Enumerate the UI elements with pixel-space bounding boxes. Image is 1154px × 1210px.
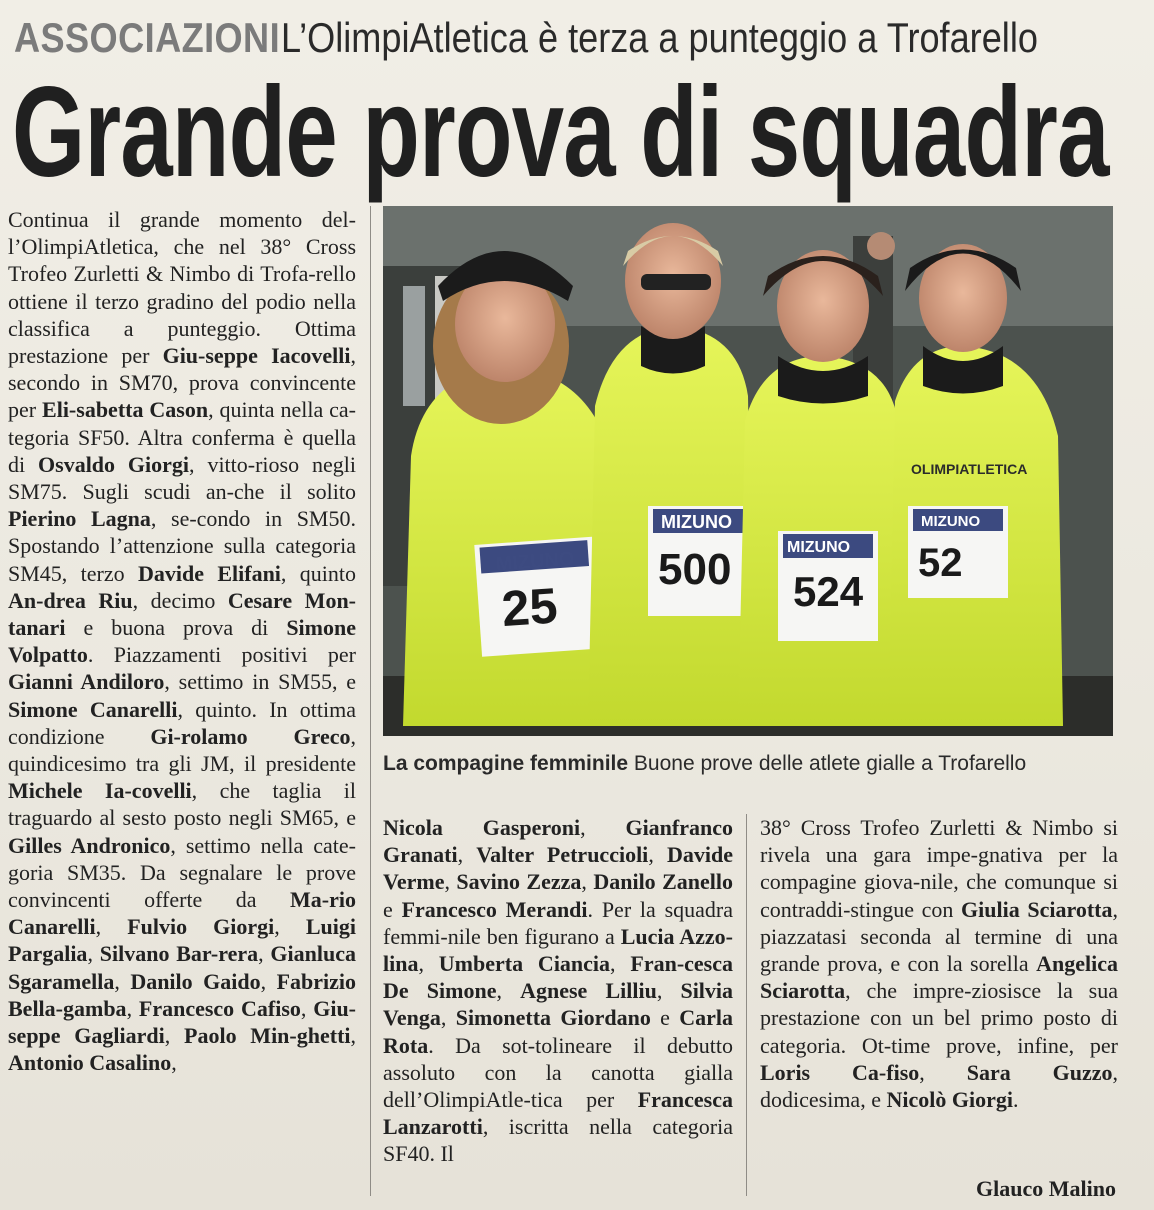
athlete-name: Davide Verme [383,842,733,895]
athlete-name: Nicola Gasperoni [383,815,581,840]
athlete-name: Ma-rio Canarelli [8,887,356,940]
body-text: , decimo [132,587,228,613]
body-text: , [580,815,626,840]
body-text: , [114,968,131,994]
body-text: , [171,1050,177,1076]
athlete-name: Pierino Lagna [8,506,151,532]
athlete-name: Cesare Mon-tanari [8,587,356,641]
body-text: , quinta nella ca-tegoria SF50. Altra conferma è quella di [8,397,356,477]
body-text: , [457,842,477,868]
body-text: , dodicesima, e [760,1059,1118,1113]
athlete-name: Sara Guzzo [966,1059,1113,1085]
body-text: , [164,1023,185,1049]
bib-4-number: 52 [918,541,963,585]
body-text: , quinto [280,560,356,586]
athlete-name: Danilo Gaido [130,968,261,994]
subheadline: L’OlimpiAtletica è terza a punteggio a Trofarello [281,14,1038,61]
athlete-name: Gi-rolamo Greco [150,723,351,749]
body-text: , [656,978,681,1004]
caption-text: Buone prove delle atlete gialle a Trofarello [628,752,1027,775]
body-text: , [126,995,139,1021]
athlete-name: Francesco Cafiso [138,995,301,1021]
bib-4-brand: MIZUNO [921,513,981,530]
body-text: . Da sot-tolineare il debutto assoluto con la canotta gialla dell’OlimpiAtle-tica per [383,1032,733,1113]
athlete-name: Paolo Min-ghetti [184,1023,351,1049]
caption-bold: La compagine femminile [383,752,629,775]
body-text: , [87,941,100,967]
athlete-name: An-drea Riu [8,587,133,613]
column-rule [746,814,747,1196]
body-text: , [919,1059,967,1085]
athlete-name: Michele Ia-covelli [8,778,192,804]
athlete-name: Nicolò Giorgi [886,1087,1013,1113]
body-text: , iscritta nella categoria SF40. Il [383,1114,733,1167]
byline: Glauco Malino [976,1176,1116,1201]
section-kicker: ASSOCIAZIONI [14,14,281,61]
body-text: , [300,995,314,1021]
bib-2-number: 500 [658,545,732,594]
body-text: , [274,914,306,940]
photo-caption [383,750,1113,778]
athlete-name: Silvia Venga [383,978,733,1031]
body-text: , che impre-ziosisce la sua prestazione con un bel primo posto di categoria. Ot-time prove, infine, per [760,978,1118,1058]
shirt-logo-text: OLIMPIATLETICA [911,461,1028,477]
body-text: , [440,1005,456,1031]
athlete-name: Gilles Andronico [8,832,171,858]
bib-1-number: 25 [499,577,560,638]
body-text: , [418,951,439,977]
body-text: , [444,869,457,895]
body-text: , piazzatasi seconda al termine di una grande prova, e con la sorella [760,896,1118,977]
athlete-name: Umberta Ciancia [438,951,611,977]
body-text: , [260,968,277,994]
body-text: , vitto-rioso negli SM75. Sugli scudi an-che il solito [8,451,356,505]
body-text: e [650,1005,680,1031]
bib-2-brand: MIZUNO [661,512,732,532]
athlete-name: Gianni Andiloro [8,669,165,695]
body-text: , settimo nella cate-goria SM35. Da segnalare le prove convincenti offerte da [8,832,356,913]
athlete-name: Fran-cesca De Simone [383,951,733,1004]
body-text: . Per la squadra femmi-nile ben figurano a [383,896,733,949]
body-text: , [610,951,631,977]
body-text: , settimo in SM55, e [164,669,356,695]
athlete-name: Lucia Azzo-lina [383,923,733,977]
athlete-name: Francesca Lanzarotti [383,1087,733,1140]
athlete-name: Fabrizio Bella-gamba [8,968,356,1021]
body-text: e buona prova di [65,615,287,641]
athlete-name: Gianfranco Granati [383,815,733,868]
athlete-name: Carla Rota [383,1005,733,1058]
athlete-name: Davide Elifani [137,560,281,586]
body-text: , quindicesimo tra gli JM, il presidente [8,723,356,777]
athlete-name: Simone Canarelli [8,696,178,722]
athlete-name: Antonio Casalino [8,1050,172,1076]
article-column-3 [760,814,1118,1154]
body-text: , [258,941,271,967]
column-2-text [383,814,733,1168]
athlete-name: Savino Zezza [456,869,582,895]
athlete-name: Simone Volpatto [8,615,356,668]
body-text: , [648,842,668,868]
body-text: , che taglia il traguardo al sesto posto negli SM65, e [8,778,356,831]
athlete-name: Loris Ca-fiso [760,1059,920,1085]
athlete-name: Danilo Zanello [593,869,733,895]
athlete-name: Gianluca Sgaramella [8,941,356,994]
article-column-1 [8,206,356,1196]
body-text: , [496,978,521,1004]
team-photo-drawing [383,206,1113,736]
body-text: , [350,1023,356,1049]
athlete-name: Agnese Lilliu [520,978,657,1004]
athlete-name: Silvano Bar-rera [99,941,259,967]
body-text: . [1012,1087,1019,1113]
column-rule [370,206,371,1196]
body-text: Continua il grande momento del-l’OlimpiAtletica, che nel 38° Cross Trofeo Zurletti & Nimbo di Trofa-rello ottiene il terzo gradino del podio nella classifica a punteggio. Ottima prestazione per [8,207,356,369]
main-headline: Grande prova di squadra [12,61,1109,204]
body-text: , se-condo in SM50. Spostando l’attenzione sulla categoria SM45, terzo [8,506,356,586]
athlete-name: Giu-seppe Iacovelli [162,343,351,369]
body-text: , [95,914,128,940]
column-3-text [760,814,1118,1113]
body-text: 38° Cross Trofeo Zurletti & Nimbo si rivela una gara impe-gnativa per la compagine giova-nile, che comunque si contraddi-stingue con [760,815,1118,922]
team-photo [383,206,1113,736]
bib-3-brand: MIZUNO [787,539,851,556]
bib-3-number: 524 [793,568,864,615]
athlete-name: Giu-seppe Gagliardi [8,995,356,1049]
athlete-name: Giulia Sciarotta [961,896,1113,922]
athlete-name: Francesco Merandi [401,896,588,922]
body-text: e [383,896,402,922]
body-text: , secondo in SM70, prova convincente per [8,343,356,423]
athlete-name: Simonetta Giordano [455,1005,651,1031]
column-1-text [8,206,356,1077]
body-text: . Piazzamenti positivi per [87,642,356,668]
headline-kicker-line [14,12,1144,64]
article-column-2 [383,814,733,1194]
athlete-name: Luigi Pargalia [8,914,356,967]
body-text: , [581,869,594,895]
athlete-name: Eli-sabetta Cason [42,397,209,423]
athlete-name: Angelica Sciarotta [760,951,1118,1004]
athlete-name: Valter Petruccioli [476,842,649,868]
body-text: , quinto. In ottima condizione [8,696,356,749]
athlete-name: Osvaldo Giorgi [38,451,190,477]
athlete-name: Fulvio Giorgi [127,914,275,940]
